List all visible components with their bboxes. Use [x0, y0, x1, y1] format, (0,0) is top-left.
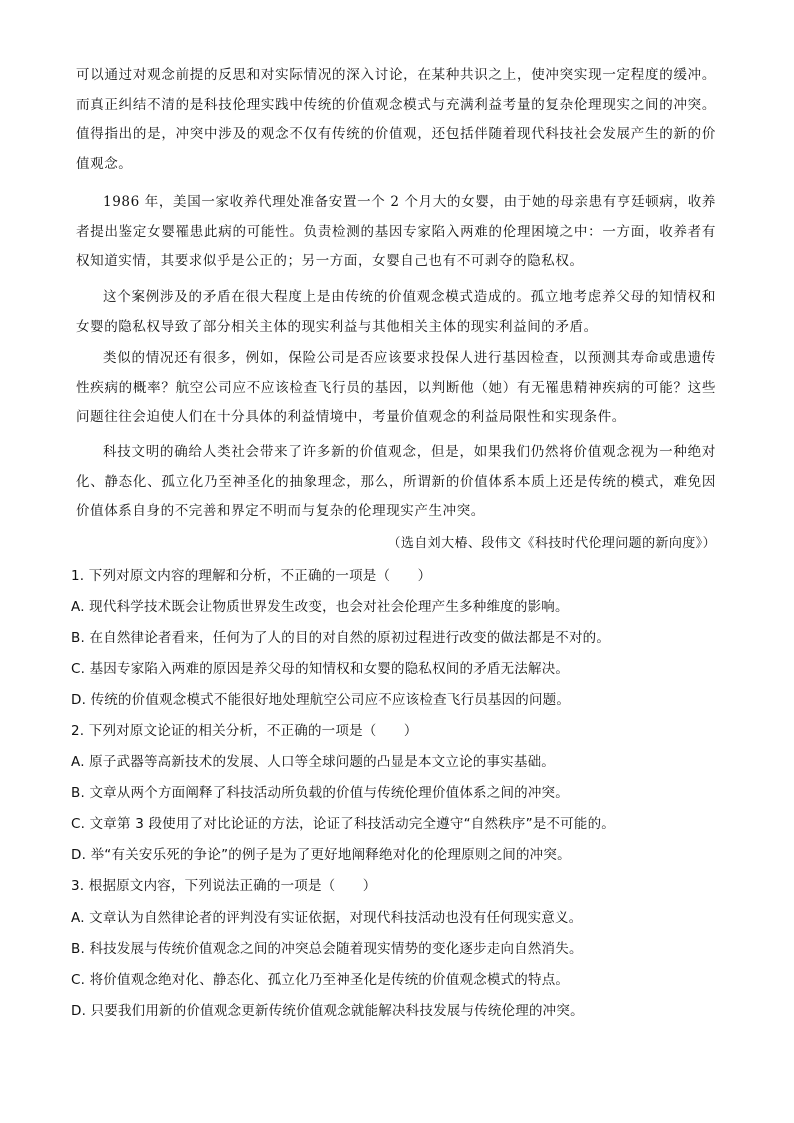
question-3-stem: 3. 根据原文内容，下列说法正确的一项是（ ） [71, 878, 377, 894]
passage-paragraph-3: 这个案例涉及的矛盾在很大程度上是由传统的价值观念模式造成的。孤立地考虑养父母的知情权和女婴的隐私权导致了部分相关主体的现实利益与其他相关主体的现实利益间的矛盾。 [76, 289, 716, 335]
passage-paragraph-5: 科技文明的确给人类社会带来了许多新的价值观念，但是，如果我们仍然将价值观念视为一种绝对化、静态化、孤立化乃至神圣化的抽象理念，那么，所谓新的价值体系本质上还是传统的模式，难免因价值体系自身的不完善和界定不明而与复杂的伦理现实产生冲突。 [76, 444, 716, 519]
question-3-option-c[interactable]: C. 将价值观念绝对化、静态化、孤立化乃至神圣化是传统的价值观念模式的特点。 [71, 972, 570, 988]
question-1-option-d[interactable]: D. 传统的价值观念模式不能很好地处理航空公司应不应该检查飞行员基因的问题。 [71, 692, 571, 708]
question-1-option-b[interactable]: B. 在自然律论者看来，任何为了人的目的对自然的原初过程进行改变的做法都是不对的。 [71, 630, 611, 646]
question-2-stem: 2. 下列对原文论证的相关分析，不正确的一项是（ ） [71, 723, 418, 739]
passage-paragraph-1: 可以通过对观念前提的反思和对实际情况的深入讨论，在某种共识之上，使冲突实现一定程度的缓冲。而真正纠结不清的是科技伦理实践中传统的价值观念模式与充满利益考量的复杂伦理现实之间的冲突。值得指出的是，冲突中涉及的观念不仅有传统的价值观，还包括伴随着现代科技社会发展产生的新的价值观念。 [76, 67, 716, 172]
question-2-option-d[interactable]: D. 举“有关安乐死的争论”的例子是为了更好地阐释绝对化的伦理原则之间的冲突。 [71, 847, 571, 863]
question-1-option-c[interactable]: C. 基因专家陷入两难的原因是养父母的知情权和女婴的隐私权间的矛盾无法解决。 [71, 661, 570, 677]
question-3-option-a[interactable]: A. 文章认为自然律论者的评判没有实证依据，对现代科技活动也没有任何现实意义。 [71, 910, 583, 926]
question-2-option-a[interactable]: A. 原子武器等高新技术的发展、人口等全球问题的凸显是本文立论的事实基础。 [71, 754, 555, 770]
question-1-stem: 1. 下列对原文内容的理解和分析，不正确的一项是（ ） [71, 568, 432, 584]
question-2-option-b[interactable]: B. 文章从两个方面阐释了科技活动所负载的价值与传统伦理价值体系之间的冲突。 [71, 785, 569, 801]
question-3-option-b[interactable]: B. 科技发展与传统价值观念之间的冲突总会随着现实情势的变化逐步走向自然消失。 [71, 941, 583, 957]
question-1-option-a[interactable]: A. 现代科学技术既会让物质世界发生改变，也会对社会伦理产生多种维度的影响。 [71, 599, 569, 615]
question-2-option-c[interactable]: C. 文章第 3 段使用了对比论证的方法，论证了科技活动完全遵守“自然秩序”是不可能的。 [71, 816, 615, 832]
passage-paragraph-4: 类似的情况还有很多，例如，保险公司是否应该要求投保人进行基因检查，以预测其寿命或患遗传性疾病的概率？航空公司应不应该检查飞行员的基因，以判断他（她）有无罹患精神疾病的可能？这些问题往往会迫使人们在十分具体的利益情境中，考量价值观念的利益局限性和实现条件。 [76, 350, 716, 425]
passage-source: （选自刘大椿、段伟文《科技时代伦理问题的新向度》） [387, 536, 716, 551]
question-3-option-d[interactable]: D. 只要我们用新的价值观念更新传统价值观念就能解决科技发展与传统伦理的冲突。 [71, 1003, 584, 1019]
passage-paragraph-2: 1986 年，美国一家收养代理处准备安置一个 2 个月大的女婴，由于她的母亲患有亨廷顿病，收养者提出鉴定女婴罹患此病的可能性。负责检测的基因专家陷入两难的伦理困境之中：一方面，收养者有权知道实情，其要求似乎是公正的；另一方面，女婴自己也有不可剥夺的隐私权。 [76, 194, 716, 269]
